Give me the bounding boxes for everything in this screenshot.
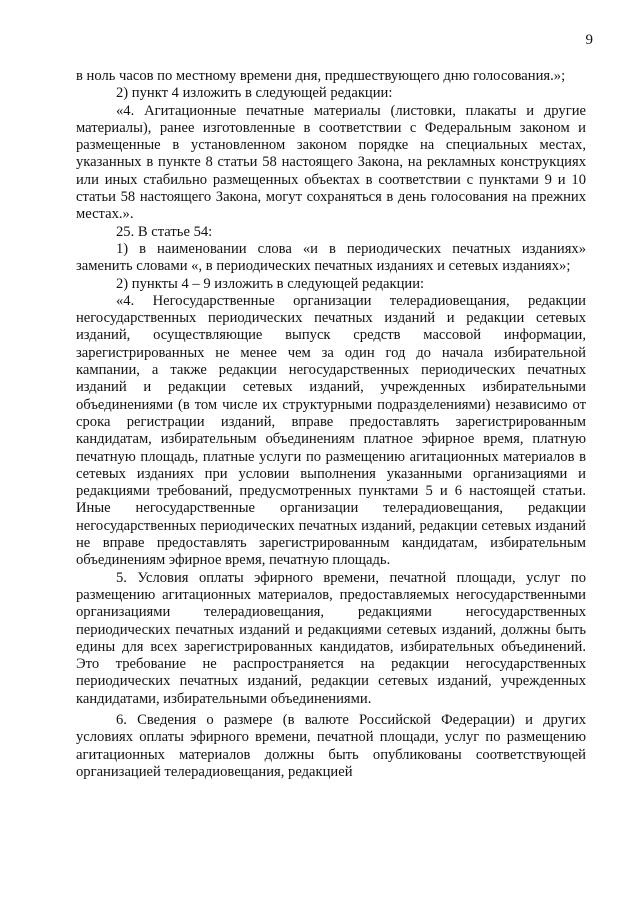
paragraph-point-6: 6. Сведения о размере (в валюте Российской Федерации) и других условиях оплаты эфирного времени, печатной площади, услуг по размещению агитационных материалов должны быть опубликованы соответствующей организацией телерадиовещания, редакцией <box>76 711 586 780</box>
paragraph-quote-point-4: «4. Агитационные печатные материалы (листовки, плакаты и другие материалы), ранее изготовленные в соответствии с Федеральным законом и размещенные в установленном законом порядке на специальных местах, указанных в пункте 8 статьи 58 настоящего Закона, на рекламных конструкциях или иных стабильно размещенных объектах в соответствии с пунктами 9 и 10 статьи 58 настоящего Закона, могут сохраняться в день голосования на прежних местах.». <box>76 102 586 223</box>
paragraph-continuation: в ноль часов по местному времени дня, предшествующего дню голосования.»; <box>76 68 566 84</box>
document-body <box>76 68 586 781</box>
paragraph-point-5: 5. Условия оплаты эфирного времени, печатной площади, услуг по размещению агитационных материалов, предоставляемых негосударственными организациями телерадиовещания, редакциями негосударственных периодических печатных изданий и редакциями сетевых изданий, должны быть едины для всех зарегистрированных кандидатов, избирательных объединений. Это требование не распространяется на редакции негосударственных периодических печатных изданий, редакции сетевых изданий, учрежденных кандидатами, избирательными объединениями. <box>76 569 586 707</box>
page-number: 9 <box>585 32 593 48</box>
paragraph-item-2-points: 2) пункты 4 – 9 изложить в следующей редакции: <box>116 275 425 292</box>
paragraph-item-2: 2) пункт 4 изложить в следующей редакции: <box>116 85 393 102</box>
paragraph-quote-point-4-organizations: «4. Негосударственные организации телерадиовещания, редакции негосударственных периодических печатных изданий и редакции сетевых изданий, осуществляющие выпуск средств массовой информации, зарегистрированных не менее чем за один год до начала избирательной кампании, а также редакции негосударственных периодических печатных изданий и редакции сетевых изданий, учрежденных избирательными объединениями (в том числе их структурными подразделениями) независимо от срока регистрации изданий, вправе предоставлять зарегистрированным кандидатам, избирательным объединениям платное эфирное время, платную печатную площадь, платные услуги по размещению агитационных материалов в сетевых изданиях при условии выполнения указанными организациями и редакциями требований, предусмотренных пунктами 5 и 6 настоящей статьи. Иные негосударственные организации телерадиовещания, редакции негосударственных периодических печатных изданий, редакции сетевых изданий не вправе предоставлять зарегистрированным кандидатам, избирательным объединениям эфирное время, печатную площадь. <box>76 292 586 569</box>
paragraph-item-1: 1) в наименовании слова «и в периодических печатных изданиях» заменить словами «, в периодических печатных изданиях и сетевых изданиях»; <box>76 240 586 275</box>
paragraph-article-25: 25. В статье 54: <box>116 223 213 240</box>
